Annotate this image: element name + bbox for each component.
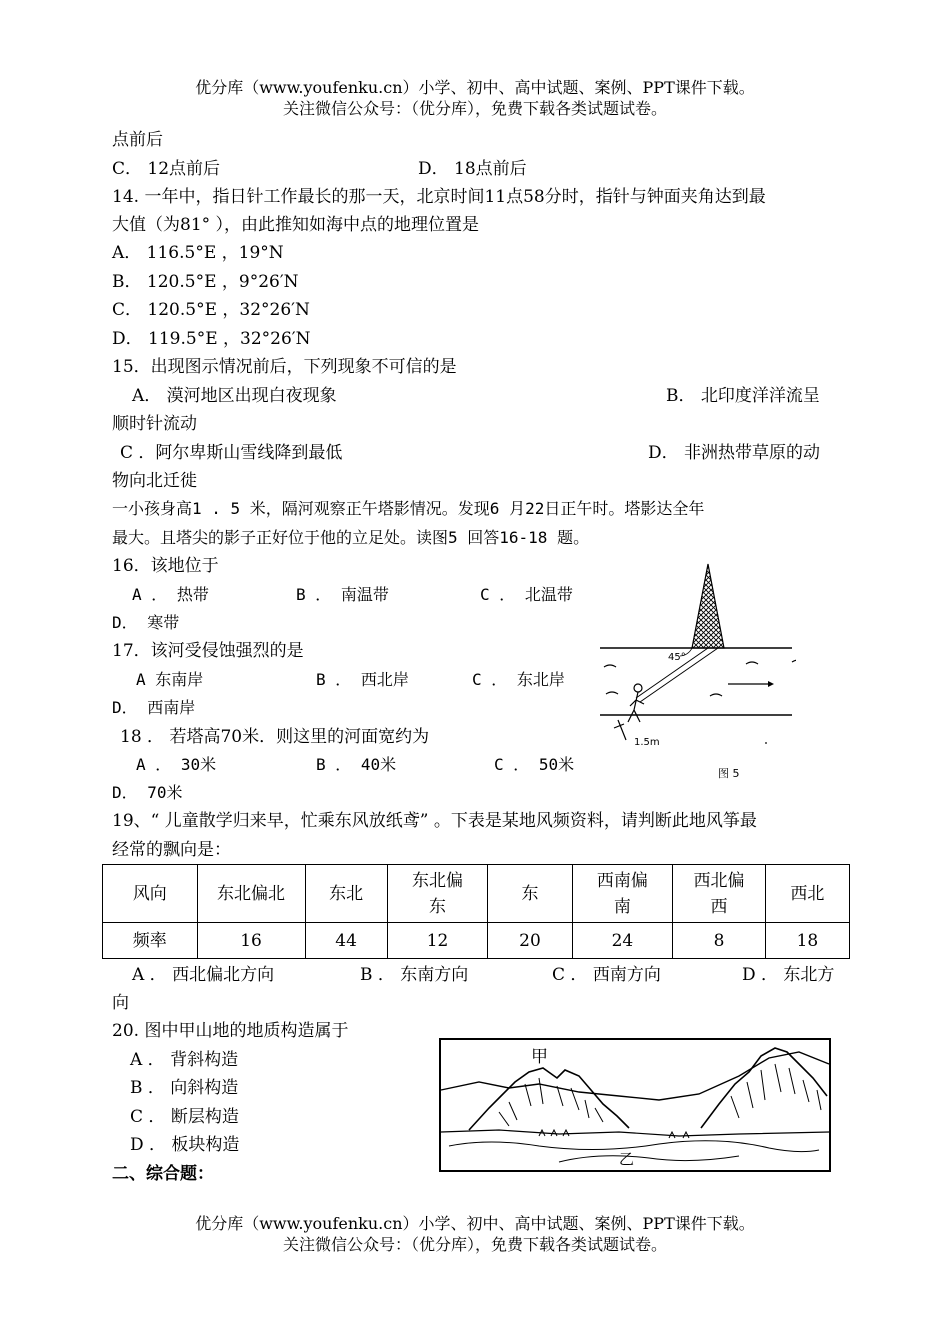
q15-option-c: C ．阿尔卑斯山雪线降到最低 xyxy=(120,443,343,463)
q19-option-b: B ． 东南方向 xyxy=(360,965,469,985)
angle-label: 45° xyxy=(668,652,686,663)
q17-option-d: D． 西南岸 xyxy=(112,698,196,717)
child-leg xyxy=(634,710,640,722)
q15-option-d: D． 非洲热带草原的动 xyxy=(648,443,821,463)
table-cell xyxy=(572,865,673,923)
q14-option-b: B． 120.5°E ，9°26′N xyxy=(112,272,299,292)
wave-mark xyxy=(746,662,758,664)
tower-shape xyxy=(692,564,724,648)
section-2-title: 二、综合题： xyxy=(112,1164,214,1184)
table-cell: 8 xyxy=(673,923,765,959)
table-header-cell: 风向 xyxy=(103,865,198,923)
table-cell: 24 xyxy=(572,923,673,959)
q15-option-b-cont: 顺时针流动 xyxy=(112,414,197,434)
table-row xyxy=(103,923,850,959)
q18-option-a: A ． 30米 xyxy=(136,755,217,774)
q19-option-c: C ． 西南方向 xyxy=(552,965,661,985)
table-cell: 东北偏北 xyxy=(197,865,305,923)
q20-option-b: B ． 向斜构造 xyxy=(130,1078,239,1098)
cell-text: 西北偏西 xyxy=(693,870,745,917)
q17-option-c: C ． 东北岸 xyxy=(472,670,565,689)
q18-option-d: D． 70米 xyxy=(112,783,183,802)
q15-stem: 15．出现图示情况前后，下列现象不可信的是 xyxy=(112,357,457,377)
q13-option-c: C． 12点前后 xyxy=(112,159,221,179)
wave-mark xyxy=(604,665,616,667)
child-head xyxy=(634,684,642,692)
dot-mark xyxy=(765,742,767,744)
child-marker xyxy=(614,720,626,740)
q16-option-d: D． 寒带 xyxy=(112,613,180,632)
wave-mark xyxy=(710,694,722,696)
q17-option-a: A 东南岸 xyxy=(136,670,204,689)
cell-text: 东北偏东 xyxy=(412,870,464,917)
figure-frame xyxy=(440,1039,830,1171)
q20-option-a: A ． 背斜构造 xyxy=(130,1050,239,1070)
table-cell xyxy=(673,865,765,923)
height-label: 1.5m xyxy=(634,737,660,748)
q19-option-a: A ． 西北偏北方向 xyxy=(132,965,275,985)
footer-line-2: 关注微信公众号：（优分库），免费下载各类试题试卷。 xyxy=(282,1235,667,1254)
table-cell: 东 xyxy=(488,865,572,923)
q18-option-c: C ． 50米 xyxy=(494,755,575,774)
child-leg xyxy=(628,710,634,722)
q14-stem-line-2: 大值（为81° ），由此推知如海中点的地理位置是 xyxy=(112,215,480,235)
q14-option-d: D． 119.5°E ，32°26′N xyxy=(112,329,311,349)
table-cell: 18 xyxy=(765,923,849,959)
table-cell: 东北 xyxy=(305,865,387,923)
header-line-1: 优分库（www.youfenku.cn）小学、初中、高中试题、案例、PPT课件下载。 xyxy=(195,78,755,97)
figure-caption: 图 5 xyxy=(718,767,740,780)
q19-stem-line-2: 经常的飘向是： xyxy=(112,840,231,860)
q18-option-b: B ． 40米 xyxy=(316,755,397,774)
cell-text: 西南偏南 xyxy=(596,870,648,917)
q19-option-d: D ． 东北方 xyxy=(742,965,835,985)
q16-option-c: C ． 北温带 xyxy=(480,585,573,604)
table-cell xyxy=(387,865,488,923)
q14-option-a: A． 116.5°E ，19°N xyxy=(112,243,284,263)
wind-frequency-table xyxy=(102,864,850,959)
q19-stem-line-1: 19、“ 儿童散学归来早，忙乘东风放纸鸢” 。下表是某地风频资料，请判断此地风筝最 xyxy=(112,811,757,831)
q15-option-b: B． 北印度洋洋流呈 xyxy=(666,386,820,406)
table-row xyxy=(103,865,850,923)
table-cell: 16 xyxy=(197,923,305,959)
q16-option-b: B ． 南温带 xyxy=(296,585,389,604)
wave-mark xyxy=(606,692,618,694)
table-cell: 20 xyxy=(488,923,572,959)
q18-stem: 18 ． 若塔高70米．则这里的河面宽约为 xyxy=(120,727,430,747)
q13-tail: 点前后 xyxy=(112,130,163,150)
q20-option-c: C ． 断层构造 xyxy=(130,1107,239,1127)
label-yi: 乙 xyxy=(619,1150,635,1168)
wave-mark xyxy=(792,660,796,662)
passage-line-2: 最大。且塔尖的影子正好位于他的立足处。读图5 回答16-18 题。 xyxy=(112,528,590,547)
q19-option-d-cont: 向 xyxy=(112,993,129,1013)
q13-option-d: D． 18点前后 xyxy=(418,159,527,179)
figure-5-tower-river xyxy=(596,560,796,790)
q20-option-d: D ． 板块构造 xyxy=(130,1135,240,1155)
table-cell: 44 xyxy=(305,923,387,959)
q14-option-c: C． 120.5°E ，32°26′N xyxy=(112,300,310,320)
footer-line-1: 优分库（www.youfenku.cn）小学、初中、高中试题、案例、PPT课件下载。 xyxy=(195,1214,755,1233)
header-line-2: 关注微信公众号：（优分库），免费下载各类试题试卷。 xyxy=(282,99,667,118)
passage-line-1: 一小孩身高1 . 5 米，隔河观察正午塔影情况。发现6 月22日正午时。塔影达全年 xyxy=(112,499,705,518)
q16-option-a: A ． 热带 xyxy=(132,585,209,604)
q17-stem: 17．该河受侵蚀强烈的是 xyxy=(112,641,304,661)
label-jia: 甲 xyxy=(531,1047,548,1067)
q20-stem: 20. 图中甲山地的地质构造属于 xyxy=(112,1021,349,1041)
table-cell: 12 xyxy=(387,923,488,959)
table-header-cell: 频率 xyxy=(103,923,198,959)
q17-option-b: B ． 西北岸 xyxy=(316,670,409,689)
q16-stem: 16．该地位于 xyxy=(112,556,219,576)
q15-option-d-cont: 物向北迁徙 xyxy=(112,471,197,491)
current-arrowhead xyxy=(768,681,774,687)
mountain-landscape-figure xyxy=(439,1038,831,1172)
table-cell: 西北 xyxy=(765,865,849,923)
q15-option-a: A． 漠河地区出现白夜现象 xyxy=(132,386,337,406)
q14-stem-line-1: 14. 一年中，指日针工作最长的那一天，北京时间11点58分时，指针与钟面夹角达到最 xyxy=(112,187,766,207)
